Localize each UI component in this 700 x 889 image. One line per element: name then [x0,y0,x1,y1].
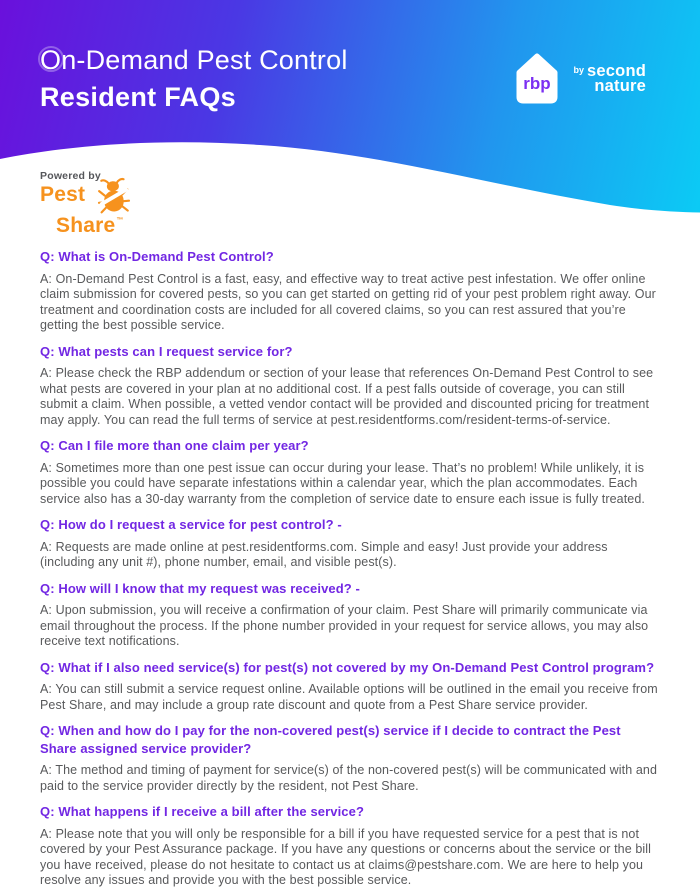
faq-content [0,248,700,889]
pest-wordmark: Pest [40,183,86,206]
faq-question: Q: What if I also need service(s) for pest(s) not covered by my On-Demand Pest Control program? [40,659,655,675]
faq-item-4 [40,516,660,571]
faq-answer: A: On-Demand Pest Control is a fast, easy, and effective way to treat active pest infestation. We offer online claim submission for covered pests, so you can get started on getting rid of your pest problem right away. Our treatment and coordination costs are included for all covered claims, so you can rest assured that you’re getting the best possible service. [40,271,656,332]
page-title-line1: On-Demand Pest Control [40,45,348,75]
faq-item-3 [40,437,660,507]
share-wordmark: Share [56,214,116,237]
faq-answer: A: Requests are made online at pest.residentforms.com. Simple and easy! Just provide your address (including any unit #), phone number, email, and visible pest(s). [40,539,608,569]
faq-question: Q: What is On-Demand Pest Control? [40,249,274,264]
faq-item-2 [40,343,660,429]
faq-question: Q: What pests can I request service for? [40,343,293,359]
faq-item-1 [40,248,660,334]
brand-word-second: second [587,61,646,80]
page-title [40,42,348,116]
powered-by-label: Powered by [40,170,101,182]
rbp-house-icon [509,48,565,108]
faq-answer: A: You can still submit a service request online. Available options will be outlined in the email you receive from Pest Share, and may include a group rate discount and quote from a Pest Share service provider. [40,682,658,712]
faq-item-8 [40,803,660,889]
faq-answer: A: Please note that you will only be responsible for a bill if you have requested service for a pest that is not covered by your Pest Assurance package. If you have any questions or concerns about the service or the bill you have received, please do not hesitate to contact us at claims@pestshare.com. We are here to help you resolve any issues and provide you with the best possible service. [40,826,652,887]
pest-share-logo [40,170,130,236]
by-label: by [573,64,585,75]
faq-question: Q: Can I file more than one claim per year? [40,438,309,453]
faq-question: Q: How do I request a service for pest control? - [40,517,342,532]
faq-item-7 [40,722,660,794]
second-nature-wordmark [573,61,646,95]
faq-item-6 [40,659,660,714]
faq-answer: A: Upon submission, you will receive a confirmation of your claim. Pest Share will primarily communicate via email throughout the process. If the phone number provided in your request for service allows, you may also receive text notifications. [40,603,649,648]
rbp-logo-text: rbp [522,74,551,93]
trademark-symbol: ™ [116,217,124,224]
faq-answer: A: Please check the RBP addendum or section of your lease that references On-Demand Pest Control to see what pests are covered in your plan at no additional cost. If a pest falls outside of coverage, you can still submit a claim. When possible, a vetted vendor contact will be provided and discounted pricing for treatment may apply. You can read the full terms of service at pest.residentforms.com/resident-terms-of-service. [40,366,654,427]
faq-question: Q: How will I know that my request was received? - [40,580,360,596]
page-title-line2: Resident FAQs [40,82,236,112]
faq-question: Q: What happens if I receive a bill after the service? [40,804,365,819]
faq-question: Q: When and how do I pay for the non-covered pest(s) service if I decide to contract the Pest Share assigned service provider? [40,723,621,756]
rbp-second-nature-logo [509,48,646,108]
bug-icon [97,176,130,214]
brand-word-nature: nature [594,76,646,95]
faq-answer: A: Sometimes more than one pest issue can occur during your lease. That’s no problem! While unlikely, it is possible you could have separate infestations within a calendar year, which the plan accommodates. Each service also has a 30-day warranty from the completion of service date to ensure each issue is fully treated. [40,460,645,506]
faq-answer: A: The method and timing of payment for service(s) of the non-covered pest(s) will be communicated with and paid to the service provider directly by the resident, not Pest Share. [40,763,658,793]
faq-item-5 [40,580,660,650]
header-banner [0,0,700,237]
